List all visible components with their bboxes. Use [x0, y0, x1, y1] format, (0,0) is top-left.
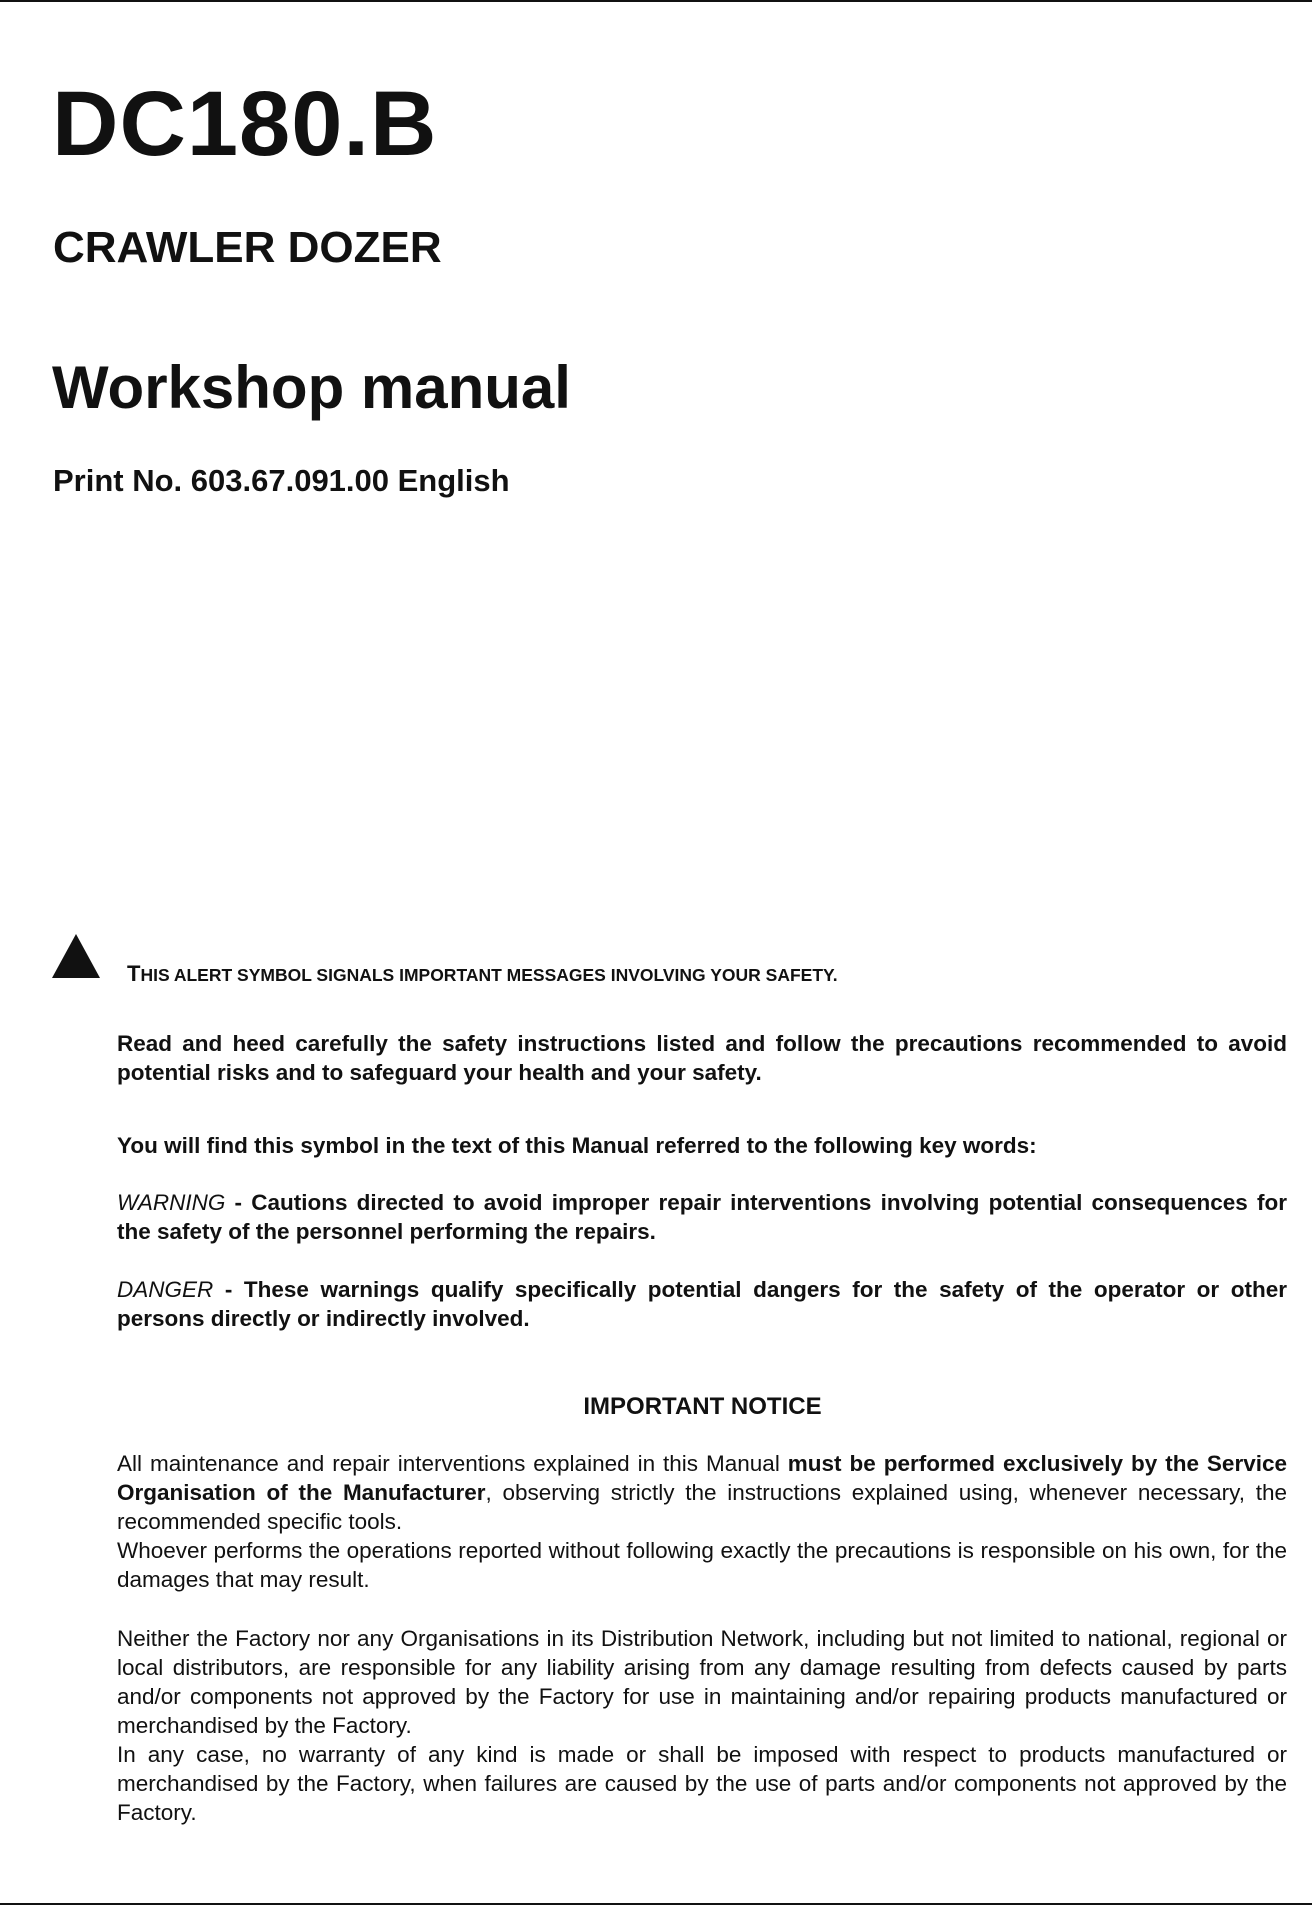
alert-statement: [127, 963, 838, 985]
symbol-note: You will find this symbol in the text of this Manual referred to the following key words:: [117, 1133, 1037, 1158]
warning-paragraph: [117, 1188, 1287, 1246]
notice-paragraph-2: [117, 1624, 1287, 1827]
notice-p1-end: , observing strictly the instructions explained using, whenever necessary, the recommended specific tools.: [117, 1480, 1287, 1534]
read-heed-paragraph: Read and heed carefully the safety instructions listed and follow the precautions recommended to avoid potential risks and to safeguard your health and your safety.: [117, 1031, 1287, 1085]
top-rule: [0, 0, 1312, 2]
manual-title: Workshop manual: [52, 354, 571, 421]
warning-keyword: WARNING: [117, 1190, 226, 1215]
notice-p1-start: All maintenance and repair interventions explained in this Manual: [117, 1451, 788, 1476]
alert-rest: HIS ALERT SYMBOL SIGNALS IMPORTANT MESSAGES INVOLVING YOUR SAFETY.: [140, 965, 838, 985]
important-notice-heading: IMPORTANT NOTICE: [583, 1393, 822, 1420]
danger-paragraph: [117, 1275, 1287, 1333]
danger-text: - These warnings qualify specifically potential dangers for the safety of the operator or other persons directly or indirectly involved.: [117, 1277, 1287, 1331]
notice-p2-first: Neither the Factory nor any Organisations in its Distribution Network, including but not limited to national, regional or local distributors, are responsible for any liability arising from any damage resulting from defects caused by parts and/or components not approved by the Factory for use in maintaining and/or repairing products manufactured or merchandised by the Factory.: [117, 1626, 1287, 1738]
print-number: Print No. 603.67.091.00 English: [53, 463, 510, 498]
bottom-rule: [0, 1903, 1312, 1905]
notice-p1-second: Whoever performs the operations reported without following exactly the precautions is responsible on his own, for the damages that may result.: [117, 1538, 1287, 1592]
model-number: DC180.B: [52, 73, 438, 175]
warning-text: - Cautions directed to avoid improper repair interventions involving potential consequences for the safety of the personnel performing the repairs.: [117, 1190, 1287, 1244]
warning-triangle-icon: [52, 934, 100, 978]
machine-type: CRAWLER DOZER: [53, 223, 442, 272]
notice-p1-line: [117, 1449, 1287, 1536]
notice-p1-strong: must be performed exclusively by the Service Organisation of the Manufacturer: [117, 1451, 1287, 1505]
danger-keyword: DANGER: [117, 1277, 214, 1302]
notice-p2-second: In any case, no warranty of any kind is made or shall be imposed with respect to products manufactured or merchandised by the Factory, when failures are caused by the use of parts and/or components not approved by the Factory.: [117, 1742, 1287, 1825]
notice-paragraph-1: [117, 1449, 1287, 1594]
alert-initial: T: [127, 961, 141, 986]
